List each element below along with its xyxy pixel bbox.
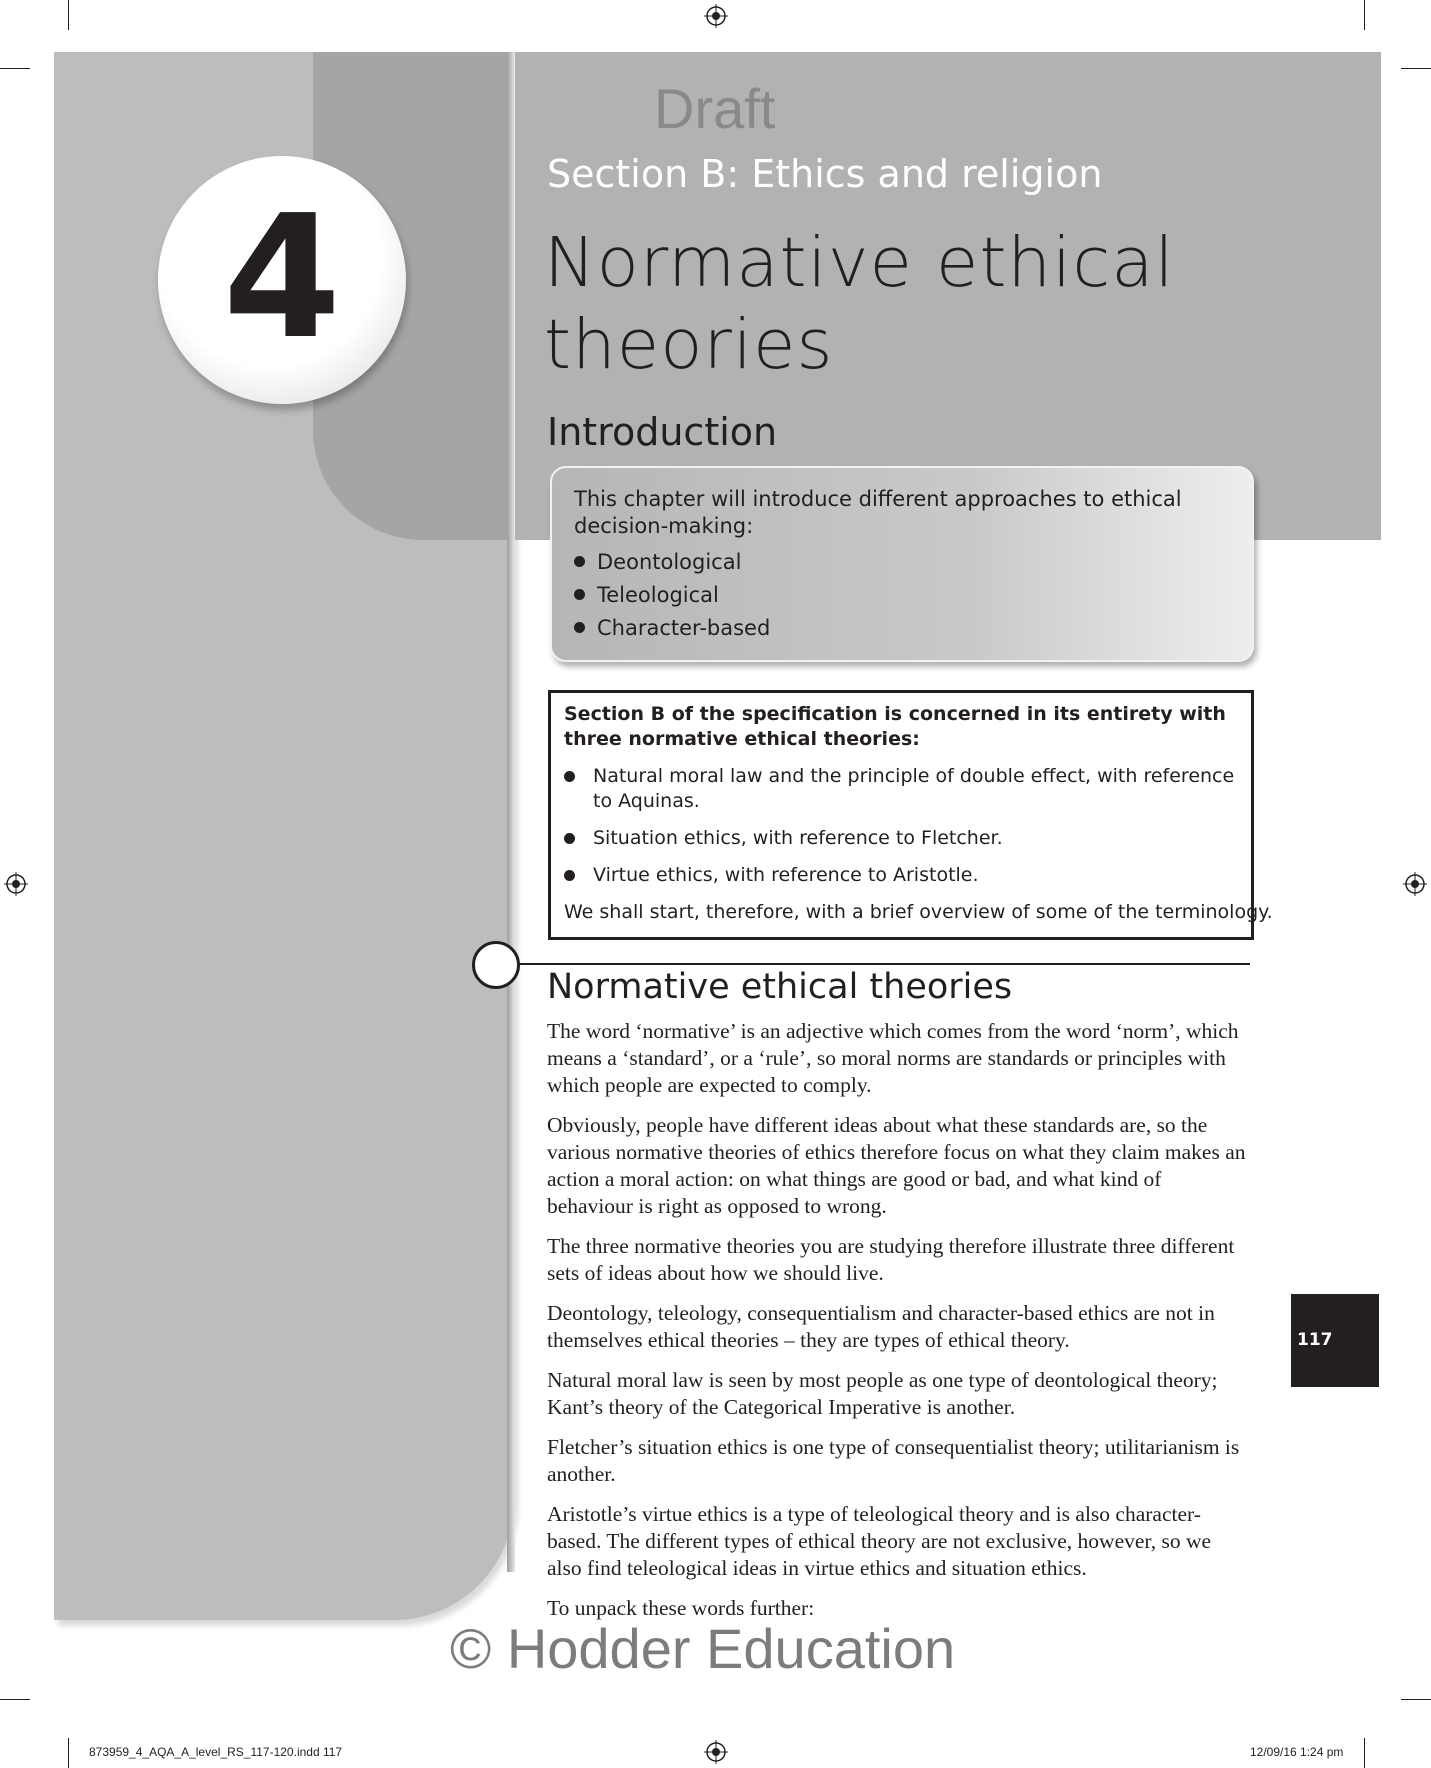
crop-mark bbox=[1364, 1738, 1365, 1768]
bullet-icon bbox=[574, 622, 585, 633]
registration-mark-icon bbox=[1403, 872, 1427, 896]
list-item: Natural moral law and the principle of double effect, with reference to Aquinas. bbox=[564, 764, 1244, 814]
bullet-icon bbox=[564, 870, 575, 881]
specification-list bbox=[564, 764, 1244, 900]
paragraph: The word ‘normative’ is an adjective which comes from the word ‘norm’, which means a ‘standard’, or a ‘rule’, so moral norms are standards or principles with which people are expected to comply. bbox=[547, 1019, 1239, 1097]
chapter-title-line: Normative ethical bbox=[544, 223, 1175, 303]
intro-list bbox=[574, 546, 770, 645]
crop-mark bbox=[0, 1699, 30, 1700]
specification-heading: Section B of the specification is concerned in its entirety with three normative ethical theories: bbox=[564, 703, 1226, 750]
bullet-icon bbox=[574, 556, 585, 567]
list-item: Virtue ethics, with reference to Aristotle. bbox=[564, 863, 1244, 888]
specification-footer: We shall start, therefore, with a brief overview of some of the terminology. bbox=[564, 901, 1273, 923]
section-label: Section B: Ethics and religion bbox=[547, 152, 1103, 196]
registration-mark-icon bbox=[704, 4, 728, 28]
bullet-icon bbox=[564, 833, 575, 844]
registration-mark-icon bbox=[704, 1740, 728, 1764]
chapter-title-line: theories bbox=[544, 305, 834, 385]
paragraph: Obviously, people have different ideas about what these standards are, so the various normative theories of ethics therefore focus on what they claim makes an action a moral action: on what things are good or bad, and what kind of behaviour is right as opposed to wrong. bbox=[547, 1113, 1246, 1218]
registration-mark-icon bbox=[4, 872, 28, 896]
bullet-icon bbox=[564, 771, 575, 782]
page-number: 117 bbox=[1297, 1330, 1333, 1350]
section-heading: Normative ethical theories bbox=[547, 967, 1013, 1007]
crop-mark bbox=[68, 0, 69, 30]
section-rule bbox=[517, 963, 1250, 965]
copyright-watermark: © Hodder Education bbox=[450, 1617, 956, 1680]
chapter-number: 4 bbox=[222, 179, 342, 377]
paragraph: To unpack these words further: bbox=[547, 1596, 815, 1620]
section-marker-circle bbox=[472, 941, 520, 989]
paragraph: Fletcher’s situation ethics is one type of consequentialist theory; utilitarianism is another. bbox=[547, 1435, 1240, 1486]
draft-watermark: Draft bbox=[654, 77, 776, 140]
list-item: Teleological bbox=[574, 579, 770, 612]
print-slug-date: 12/09/16 1:24 pm bbox=[1250, 1745, 1344, 1759]
crop-mark bbox=[1364, 0, 1365, 30]
paragraph: Natural moral law is seen by most people as one type of deontological theory; Kant’s theory of the Categorical Imperative is another. bbox=[547, 1368, 1218, 1419]
intro-heading: Introduction bbox=[547, 410, 778, 454]
paragraph: Deontology, teleology, consequentialism and character-based ethics are not in themselves ethical theories – they are types of ethical theory. bbox=[547, 1301, 1215, 1352]
chapter-title bbox=[544, 222, 1175, 386]
list-item: Deontological bbox=[574, 546, 770, 579]
crop-mark bbox=[1401, 68, 1431, 69]
paragraph: The three normative theories you are studying therefore illustrate three different sets of ideas about how we should live. bbox=[547, 1234, 1235, 1285]
panel-divider bbox=[507, 52, 515, 1572]
list-item: Situation ethics, with reference to Fletcher. bbox=[564, 826, 1244, 851]
crop-mark bbox=[68, 1738, 69, 1768]
bullet-icon bbox=[574, 589, 585, 600]
paragraph: Aristotle’s virtue ethics is a type of teleological theory and is also character-based. The different types of ethical theory are not exclusive, however, so we also find teleological ideas in virtue ethics and situation ethics. bbox=[547, 1502, 1212, 1580]
crop-mark bbox=[1401, 1699, 1431, 1700]
body-text bbox=[547, 1018, 1247, 1635]
intro-text: This chapter will introduce different approaches to ethical decision-making: bbox=[574, 487, 1182, 538]
crop-mark bbox=[0, 68, 30, 69]
list-item: Character-based bbox=[574, 612, 770, 645]
print-slug-file: 873959_4_AQA_A_level_RS_117-120.indd 117 bbox=[89, 1745, 343, 1759]
